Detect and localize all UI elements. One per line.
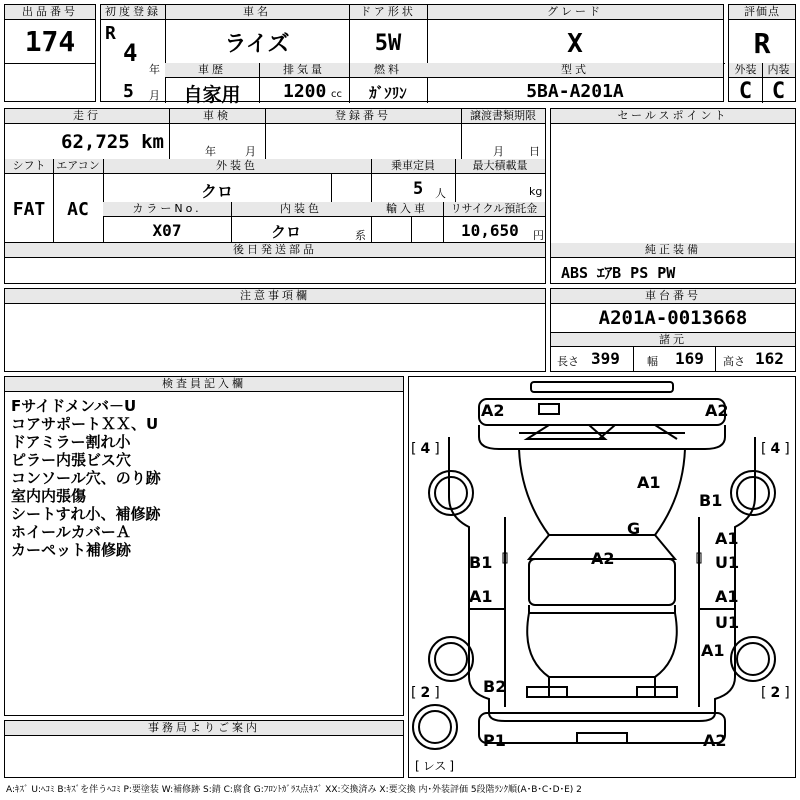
inspector-note: コアサポートＸＸ、U <box>11 415 159 433</box>
recycle-unit: 円 <box>533 229 544 242</box>
damage-mark: A1 <box>701 641 725 660</box>
inspector-note: コンソール穴、のり跡 <box>11 469 161 487</box>
damage-mark: A1 <box>715 529 739 548</box>
history: 自家用 <box>183 84 241 106</box>
damage-mark: B2 <box>483 677 507 696</box>
damage-mark: A2 <box>481 401 505 420</box>
first-reg-label: 初度登録 <box>101 5 165 20</box>
damage-mark: A2 <box>591 549 615 568</box>
later-parts-label: 後日発送部品 <box>5 243 545 258</box>
height: 162 <box>755 349 784 368</box>
recycle-fee: 10,650 <box>461 221 519 240</box>
damage-mark: A2 <box>705 401 729 420</box>
era: R <box>105 23 116 44</box>
lot-box <box>4 4 96 102</box>
inspector-note: カーペット補修跡 <box>11 541 132 559</box>
lot-label: 出品番号 <box>5 5 95 20</box>
regno-label: 登録番号 <box>265 109 461 124</box>
inspector-box <box>4 376 404 716</box>
grade-label: グレード <box>427 5 723 20</box>
car-name: ライズ <box>224 32 290 57</box>
inspector-note: Fサイドメンバ－U <box>11 397 137 415</box>
capacity-label: 乗車定員 <box>371 159 455 174</box>
month-unit: 月 <box>149 89 160 102</box>
fuel-label: 燃料 <box>349 63 427 78</box>
damage-mark: G <box>627 519 641 538</box>
height-label: 高さ <box>723 355 745 368</box>
legend: A:ｷｽﾞ U:ﾍｺﾐ B:ｷｽﾞを伴うﾍｺﾐ P:要塗装 W:補修跡 S:錆 C:腐食 G:ﾌﾛﾝﾄｶﾞﾗｽ点ｷｽﾞ XX:交換済み X:要交換 内･外装評価 5段階ﾗﾝｸ順(A･B･C･D･E) 2 <box>6 785 582 795</box>
spare-tire: [ レス ] <box>415 759 455 773</box>
damage-mark: P1 <box>483 731 506 750</box>
interior-color: クロ <box>270 223 301 241</box>
score-label: 評価点 <box>729 5 795 20</box>
interior-color-unit: 系 <box>355 229 366 242</box>
model-label: 型式 <box>427 63 723 78</box>
length: 399 <box>591 349 620 368</box>
sales-point-label: セールスポイント <box>551 109 795 124</box>
reg-month: 5 <box>123 81 134 102</box>
displacement-label: 排気量 <box>259 63 349 78</box>
details-box <box>4 108 546 244</box>
ac-label: エアコン <box>53 159 103 174</box>
reg-year: 4 <box>123 39 138 67</box>
tire-rear-right: [ 2 ] <box>761 685 790 701</box>
chassis-label: 車台番号 <box>551 289 795 304</box>
door-type: 5W <box>374 31 402 56</box>
interior-score: C <box>771 79 786 104</box>
later-parts-box <box>4 242 546 284</box>
score: R <box>753 27 771 60</box>
shift: FAT <box>12 199 46 220</box>
transfer-month-unit: 月 <box>493 145 504 158</box>
displacement-unit: cc <box>331 89 342 100</box>
insp-month-unit: 月 <box>245 145 256 158</box>
exterior-color: クロ <box>200 182 233 201</box>
damage-mark: A1 <box>469 587 493 606</box>
color-no: X07 <box>152 221 182 240</box>
score-box <box>728 4 796 102</box>
load-label: 最大積載量 <box>455 159 545 174</box>
length-label: 長さ <box>557 355 579 368</box>
import-label: 輸入車 <box>371 202 443 217</box>
damage-mark: B1 <box>469 553 493 572</box>
transfer-label: 譲渡書類期限 <box>461 109 545 124</box>
car-name-label: 車名 <box>165 5 349 20</box>
car-diagram <box>408 376 796 778</box>
capacity: 5 <box>413 179 424 199</box>
load-unit: kg <box>529 185 543 198</box>
history-label: 車歴 <box>165 63 259 78</box>
inspector-note: シートすれ小、補修跡 <box>11 505 161 523</box>
chassis-box <box>550 288 796 372</box>
width-label: 幅 <box>647 355 658 368</box>
inspector-note: ホイールカバーＡ <box>11 523 131 541</box>
interior-label: 内装 <box>762 63 795 78</box>
notice-label: 注意事項欄 <box>5 289 545 304</box>
inspection-label: 車検 <box>169 109 265 124</box>
spec-label: 諸元 <box>551 332 795 347</box>
grade: X <box>567 29 583 59</box>
insp-year-unit: 年 <box>205 145 216 158</box>
door-label: ドア形状 <box>349 5 427 20</box>
interior-color-label: 内装色 <box>231 202 371 217</box>
shift-label: シフト <box>5 159 53 174</box>
inspector-note: 室内内張傷 <box>11 487 87 505</box>
tire-front-right: [ 4 ] <box>761 441 790 457</box>
office-label: 事務局よりご案内 <box>5 721 403 736</box>
car-outline <box>409 377 795 777</box>
damage-mark: A1 <box>715 587 739 606</box>
inspector-note: ドアミラー割れ小 <box>11 433 131 451</box>
year-unit: 年 <box>149 63 160 76</box>
ac: AC <box>67 199 89 220</box>
width: 169 <box>675 349 704 368</box>
tire-rear-left: [ 2 ] <box>411 685 440 701</box>
model-code: 5BA-A201A <box>526 81 624 102</box>
capacity-unit: 人 <box>435 187 446 200</box>
vehicle-info-box <box>100 4 724 106</box>
damage-mark: B1 <box>699 491 723 510</box>
chassis-number: A201A-0013668 <box>598 307 748 329</box>
damage-mark: A1 <box>637 473 661 492</box>
damage-mark: U1 <box>715 553 740 572</box>
lot-number: 174 <box>24 25 76 58</box>
inspector-label: 検査員記入欄 <box>5 377 403 392</box>
tire-front-left: [ 4 ] <box>411 441 440 457</box>
equipment: ABS ｴｱB PS PW <box>561 264 676 282</box>
transfer-day-unit: 日 <box>529 145 540 158</box>
color-label: 外装色 <box>103 159 371 174</box>
exterior-label: 外装 <box>729 63 762 78</box>
office-box <box>4 720 404 778</box>
inspector-note: ピラー内張ビス穴 <box>11 451 132 469</box>
color-no-label: カラーNo. <box>103 202 231 217</box>
displacement: 1200 <box>283 81 327 102</box>
side-box <box>550 108 796 284</box>
mileage: 62,725 km <box>61 131 164 153</box>
fuel: ｶﾞｿﾘﾝ <box>369 84 407 102</box>
mileage-label: 走行 <box>5 109 169 124</box>
recycle-label: リサイクル預託金 <box>443 202 545 217</box>
damage-mark: A2 <box>703 731 727 750</box>
equipment-label: 純正装備 <box>551 243 795 258</box>
notice-box <box>4 288 546 372</box>
damage-mark: U1 <box>715 613 740 632</box>
exterior-score: C <box>738 79 753 104</box>
